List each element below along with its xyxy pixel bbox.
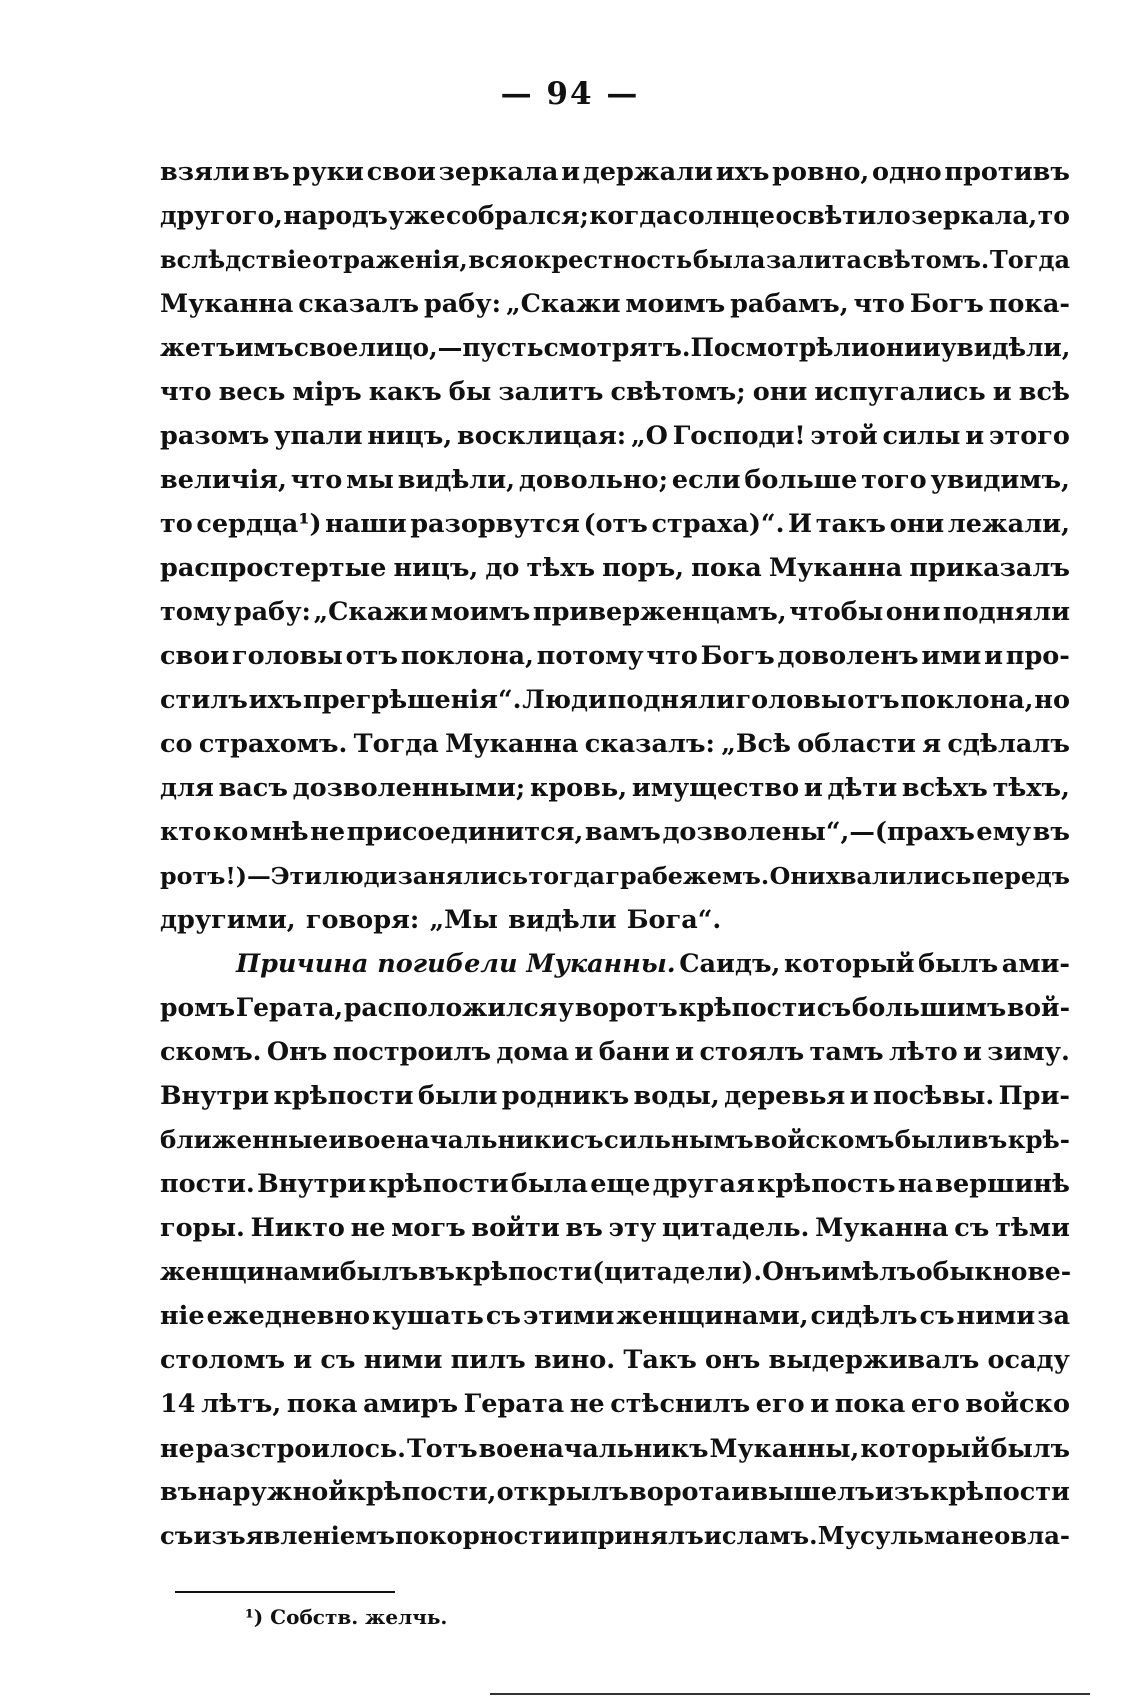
text-line: со страхомъ. Тогда Муканна сказалъ: „Всѣ области я сдѣлалъ (160, 729, 1070, 759)
text-line: Муканна сказалъ рабу: „Скажи моимъ рабамъ, что Богъ пока- (160, 289, 1070, 319)
text-line: ротъ!)—Эти люди занялись тогда грабежемъ. Они хвалились передъ (160, 862, 1070, 890)
text-line: съ изъявленіемъ покорности и принялъ исламъ. Мусульмане овла- (160, 1521, 1070, 1550)
text-line: то сердца¹) наши разорвутся (отъ страха)“. И такъ они лежали, (160, 509, 1070, 539)
text-line: пости. Внутри крѣпости была еще другая крѣпость на вершинѣ (160, 1169, 1070, 1199)
text-line: стилъ ихъ прегрѣшенія“. Люди подняли головы отъ поклона, но (160, 685, 1070, 715)
text-line: въ наружной крѣпости, открылъ ворота и вышелъ изъ крѣпости (160, 1477, 1070, 1507)
text-line: свои головы отъ поклона, потому что Богъ доволенъ ими и про- (160, 641, 1070, 671)
section-heading: Причина погибели Муканны. (236, 949, 676, 979)
text-line: взяли въ руки свои зеркала и держали ихъ ровно, одно противъ (160, 157, 1070, 187)
main-text (160, 150, 1070, 1558)
text-line: Внутри крѣпости были родникъ воды, деревья и посѣвы. При- (160, 1081, 1070, 1111)
text-line: величія, что мы видѣли, довольно; если больше того увидимъ, (160, 465, 1070, 495)
text-line: ближенные и военачальники съ сильнымъ войскомъ были въ крѣ- (160, 1125, 1070, 1154)
text-line: для васъ дозволенными; кровь, имущество и дѣти всѣхъ тѣхъ, (160, 773, 1070, 803)
text-line: Причина погибели Муканны. Саидъ, который былъ ами- (160, 942, 1070, 986)
text-line: другого, народъ уже собрался; когда солнце освѣтило зеркала, то (160, 201, 1070, 230)
text-line: столомъ и съ ними пилъ вино. Такъ онъ выдерживалъ осаду (160, 1345, 1070, 1375)
text-line: тому рабу: „Скажи моимъ приверженцамъ, чтобы они подняли (160, 597, 1070, 627)
text-line: разомъ упали ницъ, восклицая: „О Господи! этой силы и этого (160, 421, 1070, 451)
text-line: не разстроилось. Тотъ военачальникъ Муканны, который былъ (160, 1433, 1070, 1463)
text-line: вслѣдствіе отраженія, вся окрестность была залита свѣтомъ. Тогда (160, 245, 1070, 274)
footnote: ¹) Собств. желчь. (245, 1605, 448, 1629)
text-line: что весь міръ какъ бы залитъ свѣтомъ; они испугались и всѣ (160, 377, 1070, 407)
text-line: распростертые ницъ, до тѣхъ поръ, пока Муканна приказалъ (160, 553, 1070, 583)
text-line: другими, говоря: „Мы видѣли Бога“. (160, 905, 722, 935)
text-line: скомъ. Онъ построилъ дома и бани и стоялъ тамъ лѣто и зиму. (160, 1037, 1070, 1067)
text-line: женщинами былъ въ крѣпости (цитадели). Онъ имѣлъ обыкнове- (160, 1257, 1072, 1286)
text-line: ніе ежедневно кушать съ этими женщинами, сидѣлъ съ ними за (160, 1301, 1070, 1331)
text-line: горы. Никто не могъ войти въ эту цитадель. Муканна съ тѣми (160, 1213, 1070, 1243)
text-line: жетъ имъ свое лицо,—пусть смотрятъ. Посмотрѣли они и увидѣли, (160, 333, 1071, 362)
footnote-rule (175, 1591, 395, 1593)
text-line: 14 лѣтъ, пока амиръ Герата не стѣснилъ его и пока его войско (160, 1389, 1070, 1419)
page-number: — 94 — (500, 76, 640, 112)
page-bottom-rule (490, 1693, 1090, 1695)
text-line: ромъ Герата, расположился у воротъ крѣпости съ большимъ вой- (160, 993, 1070, 1022)
text-line: кто ко мнѣ не присоединится, вамъ дозволены“,—(прахъ ему въ (160, 817, 1070, 847)
